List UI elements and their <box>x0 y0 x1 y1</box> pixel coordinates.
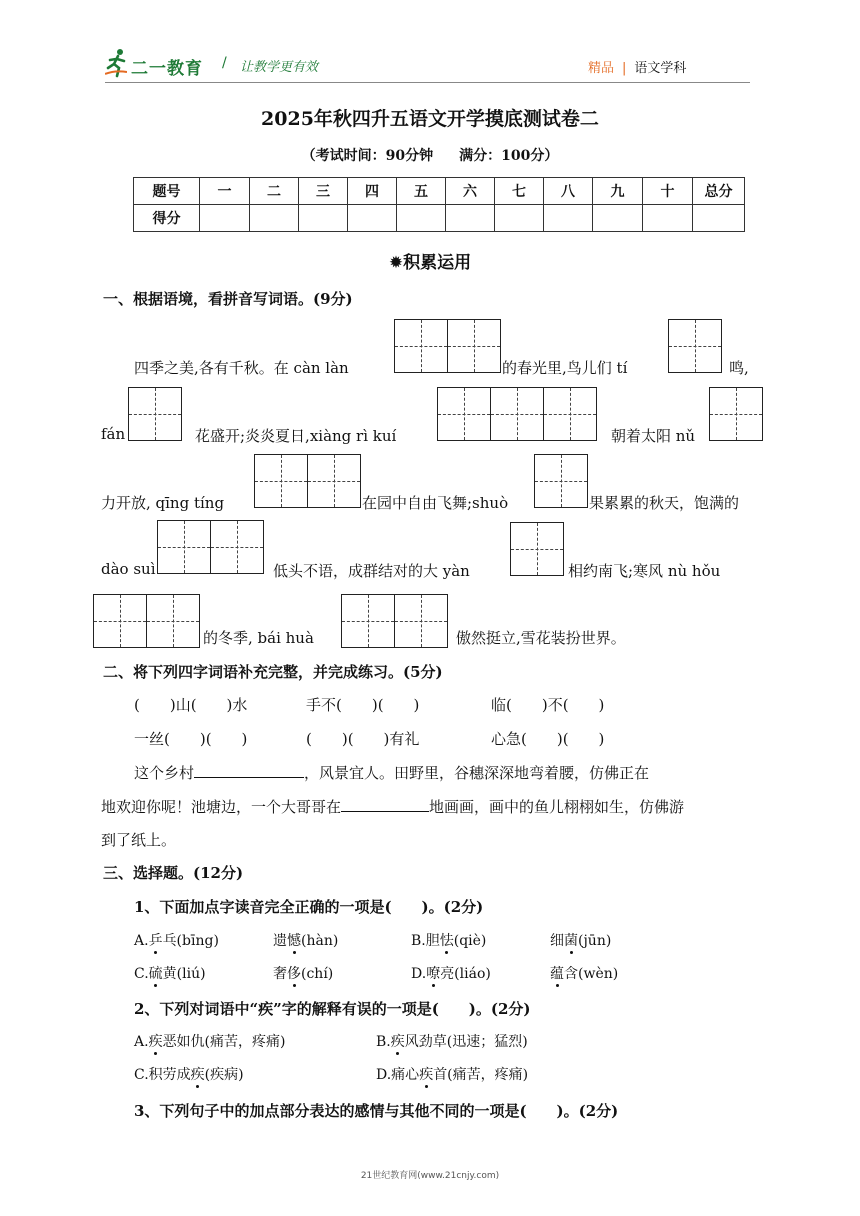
score-col-3: 三 <box>299 178 348 205</box>
option-text: 蕴 <box>550 966 564 982</box>
q1-writing-grid[interactable] <box>510 522 564 576</box>
q1-text: fán <box>101 425 126 443</box>
q1-writing-grid[interactable] <box>394 319 501 373</box>
header-right <box>588 57 686 76</box>
q1-writing-grid[interactable] <box>341 594 448 648</box>
section-heading <box>0 248 860 273</box>
q1-text: 力开放, qīng tíng <box>101 494 225 512</box>
q1-text: 在园中自由飞舞;shuò <box>362 494 509 512</box>
score-cell[interactable] <box>544 205 593 232</box>
header-rule <box>105 82 750 83</box>
q2-paragraph-line <box>134 762 649 783</box>
q3-option[interactable] <box>134 963 206 983</box>
option-text: 疾 <box>148 1034 163 1050</box>
q1-title: 一、根据语境，看拼音写词语。(9分) <box>103 290 353 308</box>
score-cell[interactable] <box>299 205 348 232</box>
option-text: 疾 <box>390 1034 405 1050</box>
option-text: C. <box>134 966 149 982</box>
score-table-header-label: 题号 <box>134 178 200 205</box>
header-separator: | <box>622 61 627 76</box>
q1-text: 低头不语，成群结对的大 yàn <box>273 562 470 580</box>
score-col-4: 四 <box>348 178 397 205</box>
q1-text: 鸣, <box>729 359 749 377</box>
option-text: 黄(liú) <box>162 966 206 982</box>
q2-text: 地画画，画中的鱼儿栩栩如生，仿佛游 <box>429 798 685 816</box>
score-table <box>133 177 745 232</box>
option-text: 疾 <box>419 1067 434 1083</box>
q1-writing-grid[interactable] <box>668 319 722 373</box>
q3-sub2: 2、下列对词语中“疾”字的解释有误的一项是( )。(2分) <box>134 1000 531 1018</box>
q2-idiom: ( )山( )水 <box>134 696 248 714</box>
page-title: 2025年秋四升五语文开学摸底测试卷二 <box>261 108 599 130</box>
q1-text: 的春光里,鸟儿们 tí <box>502 359 628 377</box>
option-text: 憾 <box>287 933 301 949</box>
q2-idiom: 临( )不( ) <box>491 696 605 714</box>
option-text: (chí) <box>301 966 334 982</box>
option-text: (hàn) <box>301 933 339 949</box>
exam-time: （考试时间：90分钟 <box>301 148 434 164</box>
score-col-9: 九 <box>593 178 643 205</box>
exam-info <box>0 145 860 165</box>
score-cell[interactable] <box>643 205 693 232</box>
option-text: B. <box>376 1034 391 1050</box>
q1-text: 果累累的秋天，饱满的 <box>589 494 740 512</box>
q3-option <box>550 963 618 983</box>
option-text: 遗 <box>273 933 287 949</box>
option-text: 奢 <box>273 966 287 982</box>
q2-idiom: 心急( )( ) <box>491 730 605 748</box>
score-cell[interactable] <box>495 205 544 232</box>
option-text: (qiè) <box>453 933 487 949</box>
option-text: C.积劳成 <box>134 1067 191 1083</box>
q1-text: 傲然挺立,雪花装扮世界。 <box>456 629 626 647</box>
q1-text: 相约南飞;寒风 nù hǒu <box>568 562 721 580</box>
q3-option <box>273 963 333 983</box>
slogan-divider: / <box>222 55 227 71</box>
q1-text: 四季之美,各有千秋。在 càn làn <box>134 359 349 377</box>
score-cell[interactable] <box>250 205 299 232</box>
q3-option <box>273 930 338 950</box>
option-text: 疾 <box>190 1067 205 1083</box>
score-col-1: 一 <box>200 178 250 205</box>
q1-text: 的冬季, bái huà <box>203 629 314 647</box>
sun-icon: ✹ <box>388 253 404 273</box>
q1-text: dào suì <box>101 560 156 578</box>
score-col-5: 五 <box>397 178 446 205</box>
q1-writing-grid[interactable] <box>128 387 182 441</box>
q2-text: 到了纸上。 <box>101 831 177 849</box>
option-text: 风劲草(迅速；猛烈) <box>404 1034 528 1050</box>
q3-title: 三、选择题。(12分) <box>103 864 244 882</box>
option-text: 恶如仇(痛苦，疼痛) <box>162 1034 286 1050</box>
option-text: (疾病) <box>204 1067 244 1083</box>
option-text: D.痛心 <box>376 1067 420 1083</box>
score-table-header-row <box>134 178 745 205</box>
score-table-score-row <box>134 205 745 232</box>
q2-idiom: ( )( )有礼 <box>306 730 420 748</box>
logo-text: 二一教育 <box>131 59 203 79</box>
option-text: A. <box>134 1034 149 1050</box>
q3-sub3: 3、下列句子中的加点部分表达的感情与其他不同的一项是( )。(2分) <box>134 1102 619 1120</box>
option-text: 细 <box>550 933 564 949</box>
option-text: 菌 <box>564 933 578 949</box>
q3-option[interactable] <box>134 1031 286 1051</box>
q1-writing-grid[interactable] <box>534 454 588 508</box>
running-man-logo-icon <box>105 48 127 78</box>
option-text: 侈 <box>287 966 301 982</box>
score-cell[interactable] <box>200 205 250 232</box>
option-text: 乒 <box>148 933 163 949</box>
score-cell[interactable] <box>446 205 495 232</box>
q2-idiom: 手不( )( ) <box>306 696 420 714</box>
score-table-score-label: 得分 <box>134 205 200 232</box>
score-cell[interactable] <box>348 205 397 232</box>
option-text: 怯 <box>439 933 454 949</box>
q3-option[interactable] <box>134 1064 244 1084</box>
q3-option <box>550 930 611 950</box>
option-text: A. <box>134 933 149 949</box>
option-text: (jūn) <box>578 933 612 949</box>
subject-label: 语文学科 <box>634 61 687 76</box>
option-text: B.胆 <box>411 933 440 949</box>
score-col-8: 八 <box>544 178 593 205</box>
brand-label: 精品 <box>588 61 615 76</box>
q3-option[interactable] <box>134 930 219 950</box>
q1-text: 朝着太阳 nǔ <box>611 427 696 445</box>
score-col-7: 七 <box>495 178 544 205</box>
q3-option[interactable] <box>376 1064 528 1084</box>
score-col-total: 总分 <box>693 178 745 205</box>
q3-option[interactable] <box>411 930 486 950</box>
page-footer: 21世纪教育网(www.21cnjy.com) <box>360 1171 500 1181</box>
option-text: 首(痛苦，疼痛) <box>433 1067 529 1083</box>
q3-option[interactable] <box>376 1031 528 1051</box>
option-text: D. <box>411 966 427 982</box>
option-text: 乓(bīng) <box>162 933 219 949</box>
q2-answer-blank[interactable] <box>341 797 429 812</box>
option-text: 嘹 <box>426 966 441 982</box>
q2-title: 二、将下列四字词语补充完整，并完成练习。(5分) <box>103 663 443 681</box>
score-col-10: 十 <box>643 178 693 205</box>
score-cell[interactable] <box>593 205 643 232</box>
q1-writing-grid[interactable] <box>157 520 264 574</box>
score-cell-total[interactable] <box>693 205 745 232</box>
q2-idiom: 一丝( )( ) <box>134 730 248 748</box>
q3-sub1: 1、下面加点字读音完全正确的一项是( )。(2分) <box>134 898 484 916</box>
option-text: 硫 <box>148 966 163 982</box>
q1-writing-grid[interactable] <box>437 387 597 441</box>
exam-full-score: 满分：100分） <box>459 148 559 164</box>
q2-text: ，风景宜人。田野里，谷穗深深地弯着腰，仿佛正在 <box>304 764 650 782</box>
score-col-6: 六 <box>446 178 495 205</box>
slogan: 让教学更有效 <box>240 60 319 75</box>
section-title: 积累运用 <box>403 253 472 273</box>
q3-option[interactable] <box>411 963 491 983</box>
q1-text: 花盛开;炎炎夏日,xiàng rì kuí <box>195 427 397 445</box>
option-text: 含(wèn) <box>564 966 619 982</box>
q2-paragraph-line <box>101 796 684 817</box>
q2-answer-blank[interactable] <box>194 763 304 778</box>
q1-writing-grid[interactable] <box>254 454 361 508</box>
score-col-2: 二 <box>250 178 299 205</box>
q2-text: 这个乡村 <box>134 764 195 782</box>
q2-text: 地欢迎你呢！池塘边，一个大哥哥在 <box>101 798 342 816</box>
score-cell[interactable] <box>397 205 446 232</box>
q1-writing-grid[interactable] <box>709 387 763 441</box>
option-text: 亮(liáo) <box>440 966 491 982</box>
q1-writing-grid[interactable] <box>93 594 200 648</box>
